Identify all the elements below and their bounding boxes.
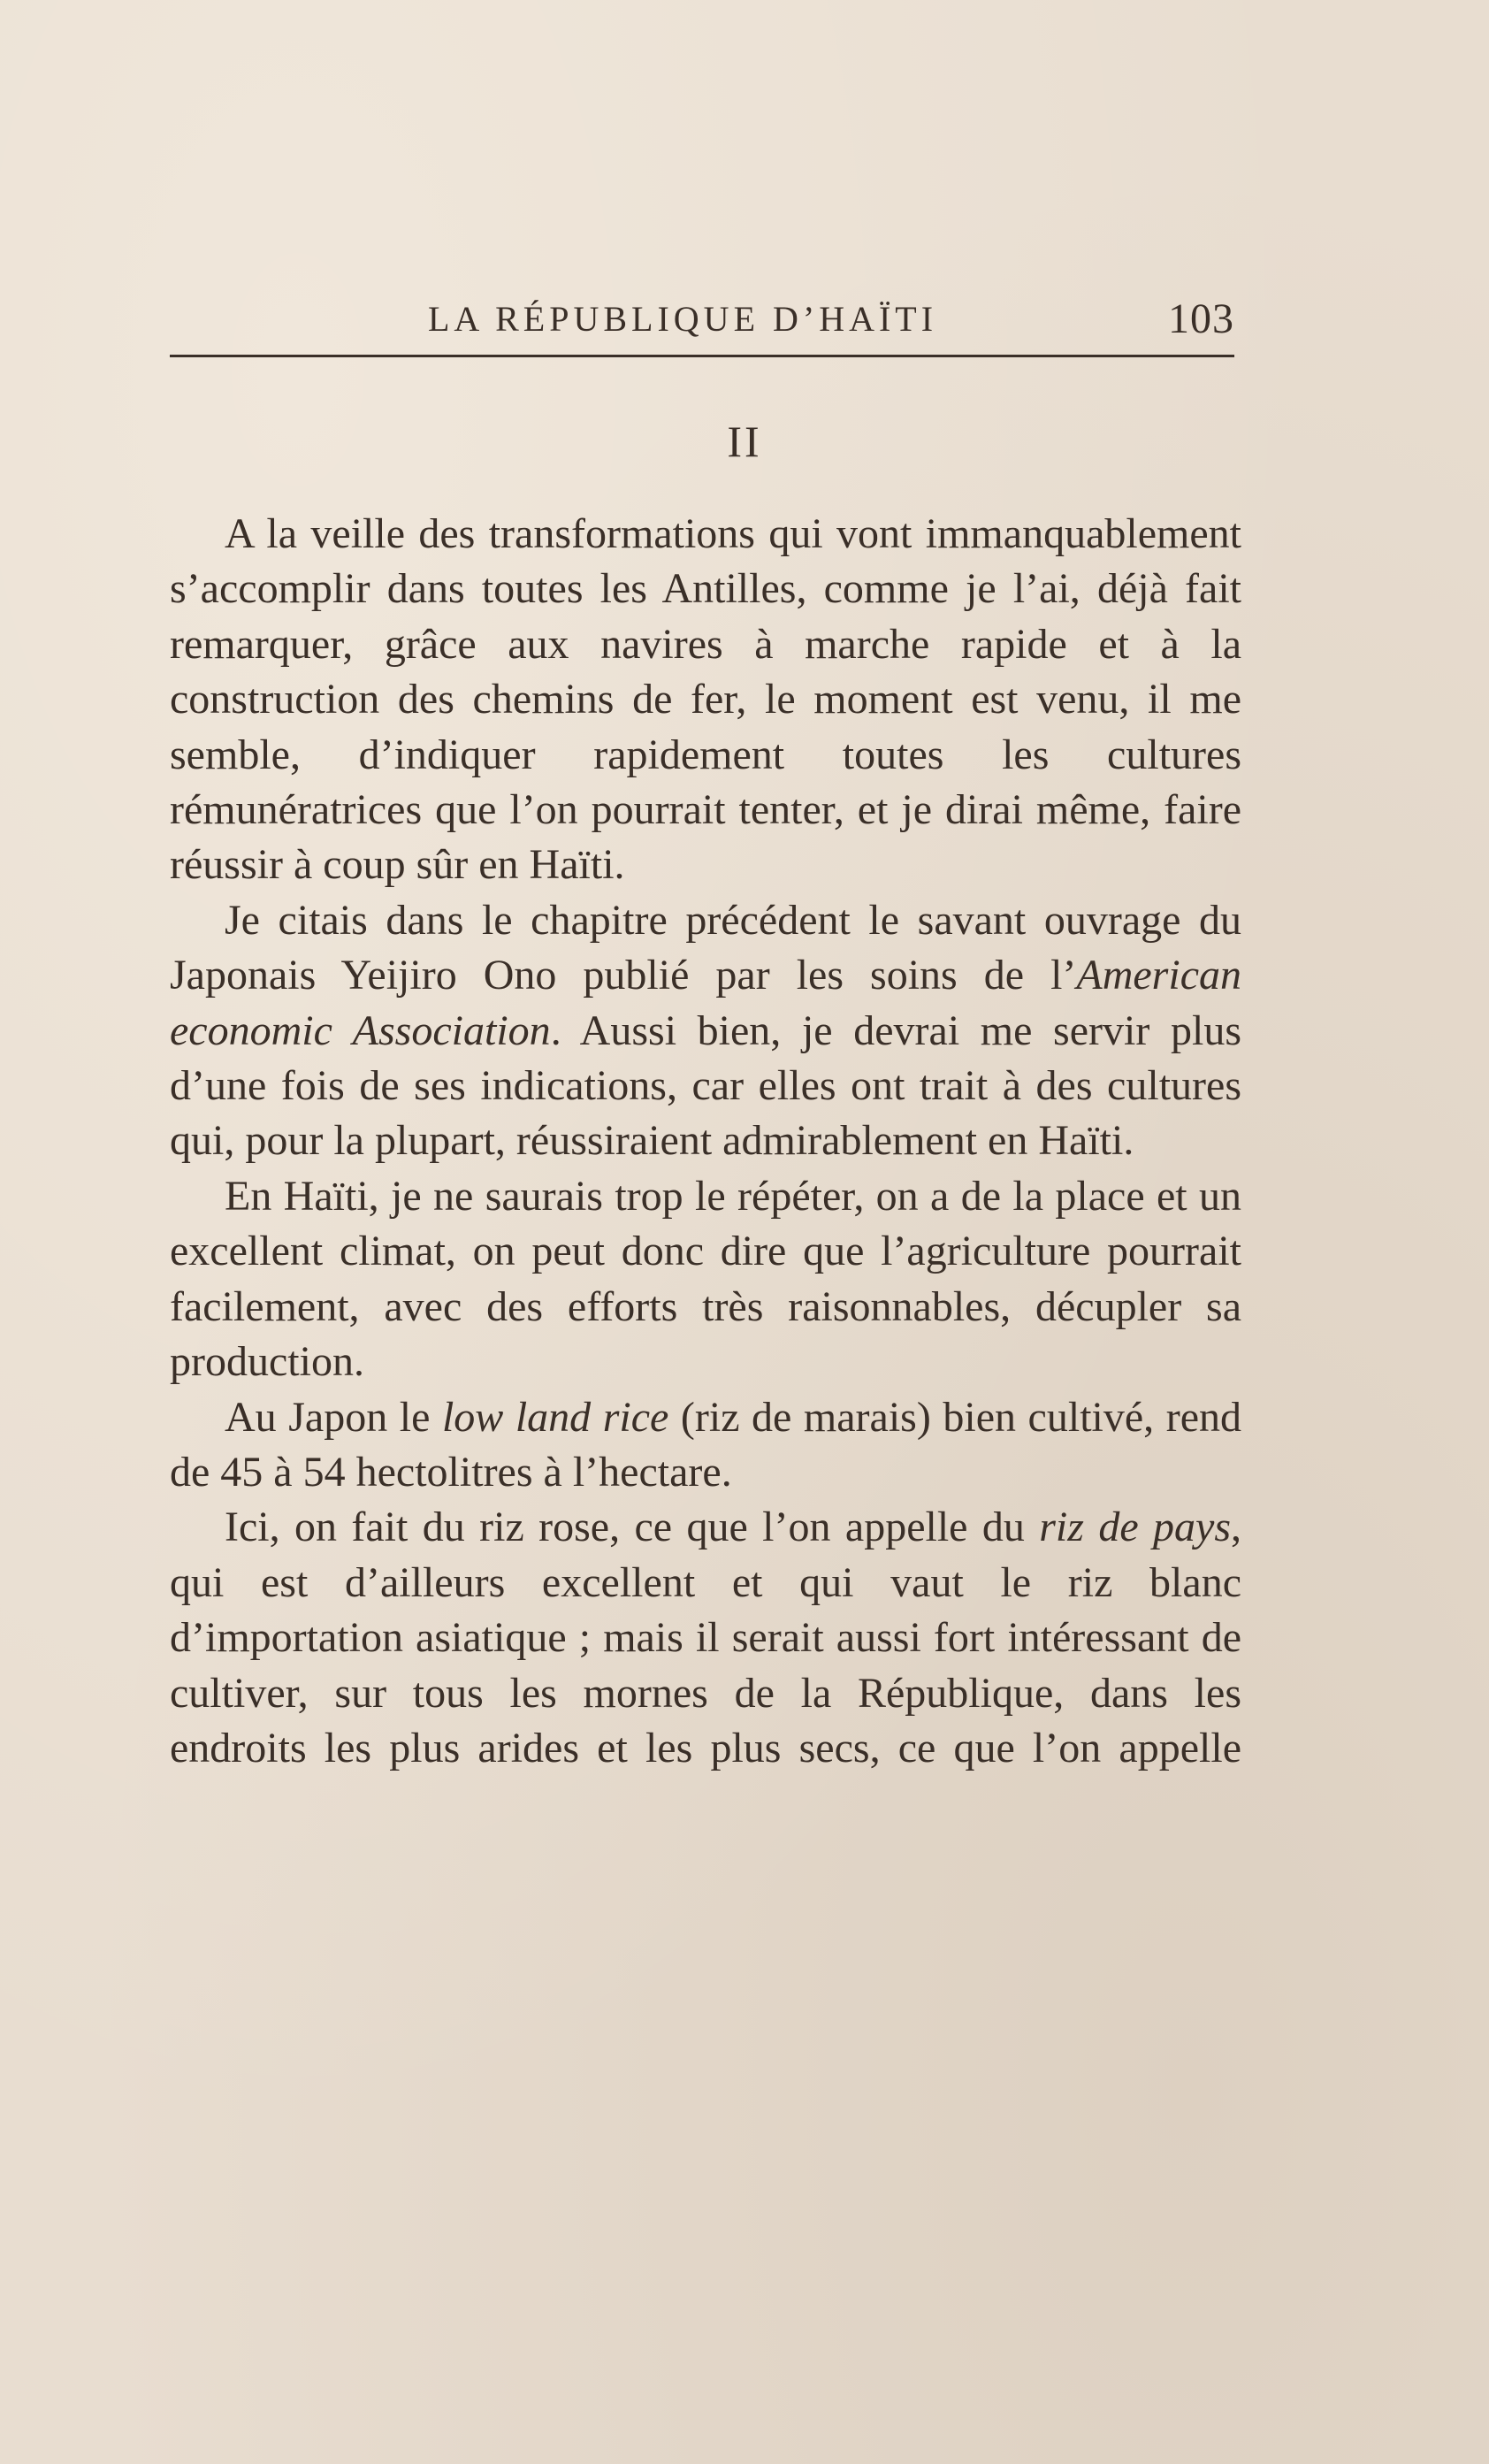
paragraph-2 bbox=[170, 893, 1241, 1169]
paragraph-2-text-after: . Aussi bien, je devrai me servir plus d’une fois de ses indications, car elles ont trait à des cultures qui, pour la plupart, réussiraient admirablement en Haïti. bbox=[170, 1006, 1241, 1165]
running-head bbox=[170, 287, 1234, 358]
paragraph-4-text-before: Au Japon le bbox=[225, 1393, 442, 1441]
paragraph-4-italic: low land rice bbox=[441, 1393, 669, 1441]
paragraph-5 bbox=[170, 1500, 1241, 1776]
section-numeral: II bbox=[727, 417, 762, 466]
body-text bbox=[170, 507, 1241, 1776]
page-number: 103 bbox=[1168, 295, 1234, 342]
paragraph-2-italic: American economic Association bbox=[170, 952, 1241, 1054]
running-title: LA RÉPUBLIQUE D’HAÏTI bbox=[428, 299, 938, 339]
paragraph-5-text-after: , qui est d’ailleurs excellent et qui vaut le riz blanc d’importation asiatique ; mais il serait aussi fort intéressant de cultiver, sur tous les mornes de la République, dans les endroits les plus arides et les plus secs, ce que l’on appelle bbox=[170, 1504, 1242, 1771]
paragraph-1 bbox=[170, 507, 1241, 893]
paragraph-3 bbox=[170, 1169, 1241, 1390]
paragraph-5-italic: riz de pays bbox=[1039, 1504, 1232, 1551]
paragraph-2-text-before: Je citais dans le chapitre précédent le savant ouvrage du Japonais Yeijiro Ono publié par les soins de l’ bbox=[170, 896, 1241, 999]
paragraph-4-text-after: (riz de marais) bien cultivé, rend de 45 à 54 hectolitres à l’hectare. bbox=[170, 1393, 1242, 1496]
paragraph-5-text-before: Ici, on fait du riz rose, ce que l’on appelle du bbox=[225, 1504, 1040, 1551]
paragraph-4 bbox=[170, 1390, 1241, 1501]
paragraph-1-text: A la veille des transformations qui vont immanquablement s’accomplir dans toutes les Antilles, comme je l’ai, déjà fait remarquer, grâce aux navires à marche rapide et à la construction des chemins de fer, le moment est venu, il me semble, d’indiquer rapidement toutes les cultures rémunératrices que l’on pourrait tenter, et je dirai même, faire réussir à coup sûr en Haïti. bbox=[170, 510, 1241, 889]
header-rule bbox=[170, 355, 1234, 357]
paragraph-3-text: En Haïti, je ne saurais trop le répéter, on a de la place et un excellent climat, on peut donc dire que l’agriculture pourrait facilement, avec des efforts très raisonnables, décupler sa production. bbox=[170, 1172, 1241, 1386]
